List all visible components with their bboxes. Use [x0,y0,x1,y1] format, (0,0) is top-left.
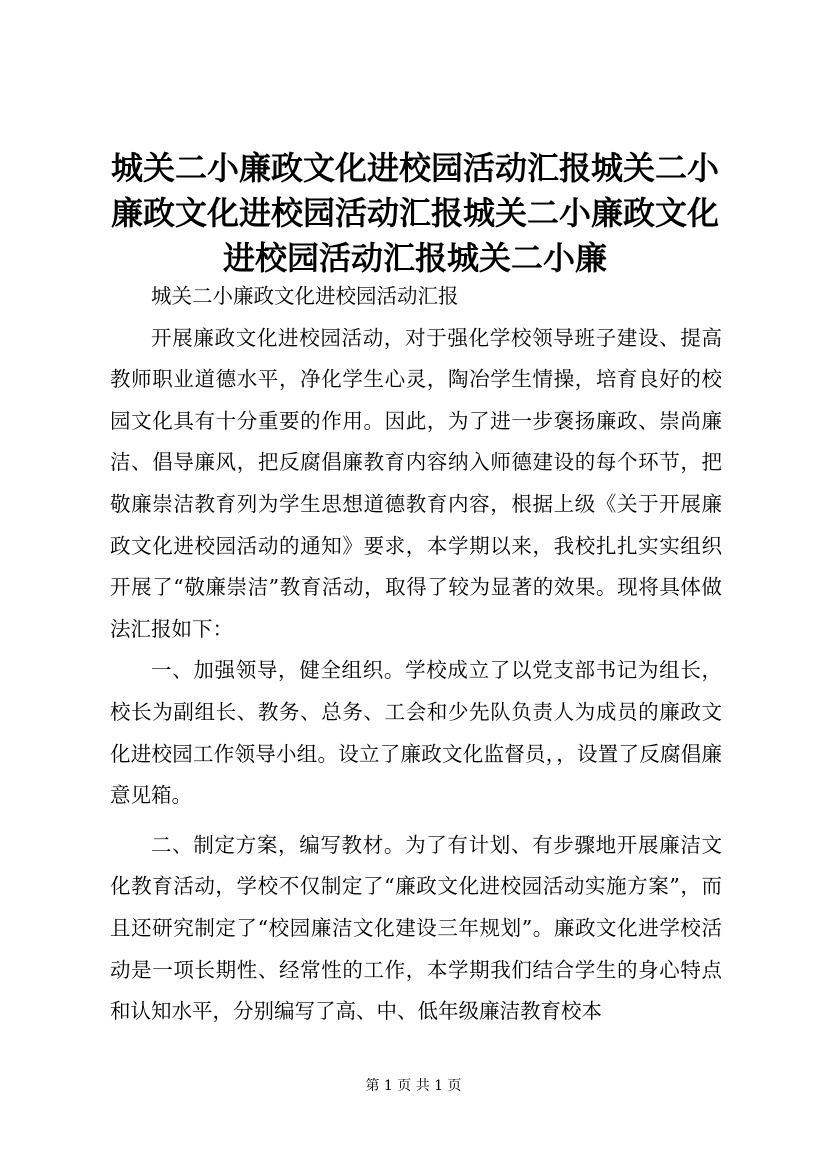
page-number-footer: 第 1 页 共 1 页 [365,1078,462,1094]
document-subtitle: 城关二小廉政文化进校园活动汇报 [151,284,459,308]
paragraph-leadership: 一、加强领导，健全组织。学校成立了以党支部书记为组长，校长为副组长、教务、总务、工会和少先队负责人为成员的廉政文化进校园工作领导小组。设立了廉政文化监督员，，设置了反腐倡廉意见箱。 [110,658,722,808]
document-body [110,276,722,1033]
document-title: 城关二小廉政文化进校园活动汇报城关二小廉政文化进校园活动汇报城关二小廉政文化进校园活动汇报城关二小廉 [110,149,719,277]
paragraph-intro: 开展廉政文化进校园活动，对于强化学校领导班子建设、提高教师职业道德水平，净化学生心灵，陶冶学生情操，培育良好的校园文化具有十分重要的作用。因此，为了进一步褒扬廉政、崇尚廉洁、倡导廉风，把反腐倡廉教育内容纳入师德建设的每个环节，把敬廉崇洁教育列为学生思想道德教育内容，根据上级《关于开展廉政文化进校园活动的通知》要求，本学期以来，我校扎扎实实组织开展了“敬廉崇洁”教育活动，取得了较为显著的效果。现将具体做法汇报如下： [110,325,722,641]
paragraph-plan: 二、制定方案，编写教材。为了有计划、有步骤地开展廉洁文化教育活动，学校不仅制定了“廉政文化进校园活动实施方案”，而且还研究制定了“校园廉洁文化建设三年规划”。廉政文化进学校活动是一项长期性、经常性的工作，本学期我们结合学生的身心特点和认知水平，分别编写了高、中、低年级廉洁教育校本 [110,832,722,1024]
